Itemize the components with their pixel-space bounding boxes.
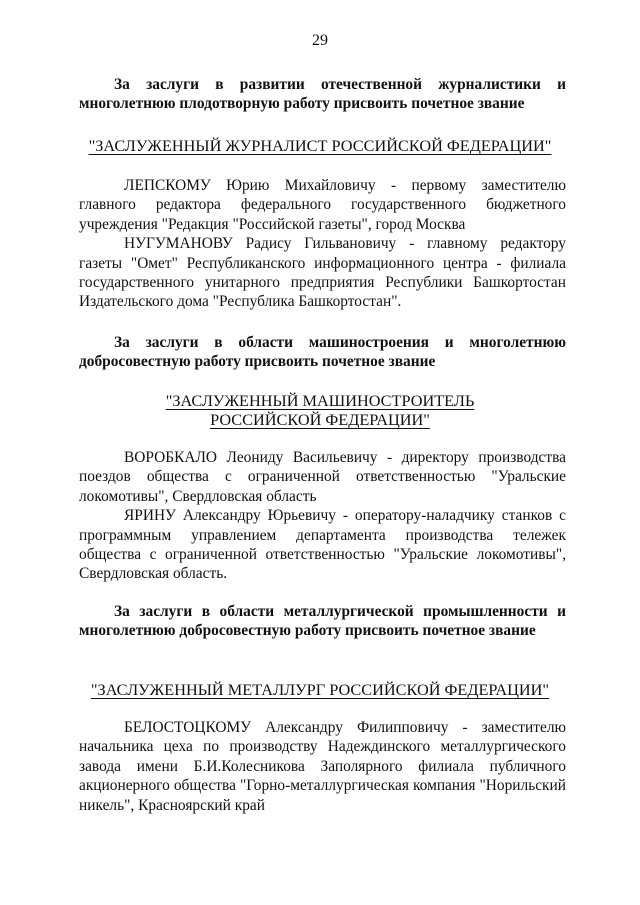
merit-statement-journalism: За заслуги в развитии отечественной журналистики и многолетнюю плодотворную работу присвоить почетное звание	[79, 76, 566, 113]
honorary-title-line: "ЗАСЛУЖЕННЫЙ МАШИНОСТРОИТЕЛЬ	[165, 391, 475, 410]
awardee-entry: НУГУМАНОВУ Радису Гильвановичу - главному редактору газеты "Омет" Республиканского информационного центра - филиала государственного унитарного предприятия Республики Башкортостан Издательского дома "Республика Башкортостан".	[79, 235, 566, 311]
merit-statement-metallurgy: За заслуги в области металлургической промышленности и многолетнюю добросовестную работу присвоить почетное звание	[79, 603, 566, 640]
honorary-title-journalist	[0, 136, 640, 155]
merit-statement-machine-building: За заслуги в области машиностроения и многолетнюю добросовестную работу присвоить почетное звание	[79, 334, 566, 371]
awardees-machine-building	[79, 448, 566, 584]
honorary-title-machine-builder	[0, 391, 640, 429]
awardees-metallurgy	[79, 718, 566, 815]
honorary-title-line: "ЗАСЛУЖЕННЫЙ ЖУРНАЛИСТ РОССИЙСКОЙ ФЕДЕРАЦИИ"	[88, 136, 552, 155]
honorary-title-line: РОССИЙСКОЙ ФЕДЕРАЦИИ"	[210, 410, 430, 429]
awardees-journalism	[79, 176, 566, 312]
honorary-title-metallurgist	[0, 680, 640, 699]
page-number: 29	[312, 32, 328, 49]
awardee-entry: ЛЕПСКОМУ Юрию Михайловичу - первому заместителю главного редактора федерального государственного бюджетного учреждения "Редакция "Российской газеты", город Москва	[79, 177, 566, 233]
honorary-title-line: "ЗАСЛУЖЕННЫЙ МЕТАЛЛУРГ РОССИЙСКОЙ ФЕДЕРАЦИИ"	[90, 680, 550, 699]
awardee-entry: ВОРОБКАЛО Леониду Васильевичу - директору производства поездов общества с ограниченной ответственностью "Уральские локомотивы", Свердловская область	[79, 449, 566, 505]
awardee-entry: БЕЛОСТОЦКОМУ Александру Филипповичу - заместителю начальника цеха по производству Надеждинского металлургического завода имени Б.И.Колесникова Заполярного филиала публичного акционерного общества "Горно-металлургическая компания "Норильский никель", Красноярский край	[79, 719, 566, 814]
awardee-entry: ЯРИНУ Александру Юрьевичу - оператору-наладчику станков с программным управлением департамента производства тележек общества с ограниченной ответственностью "Уральские локомотивы", Свердловская область.	[79, 507, 566, 583]
